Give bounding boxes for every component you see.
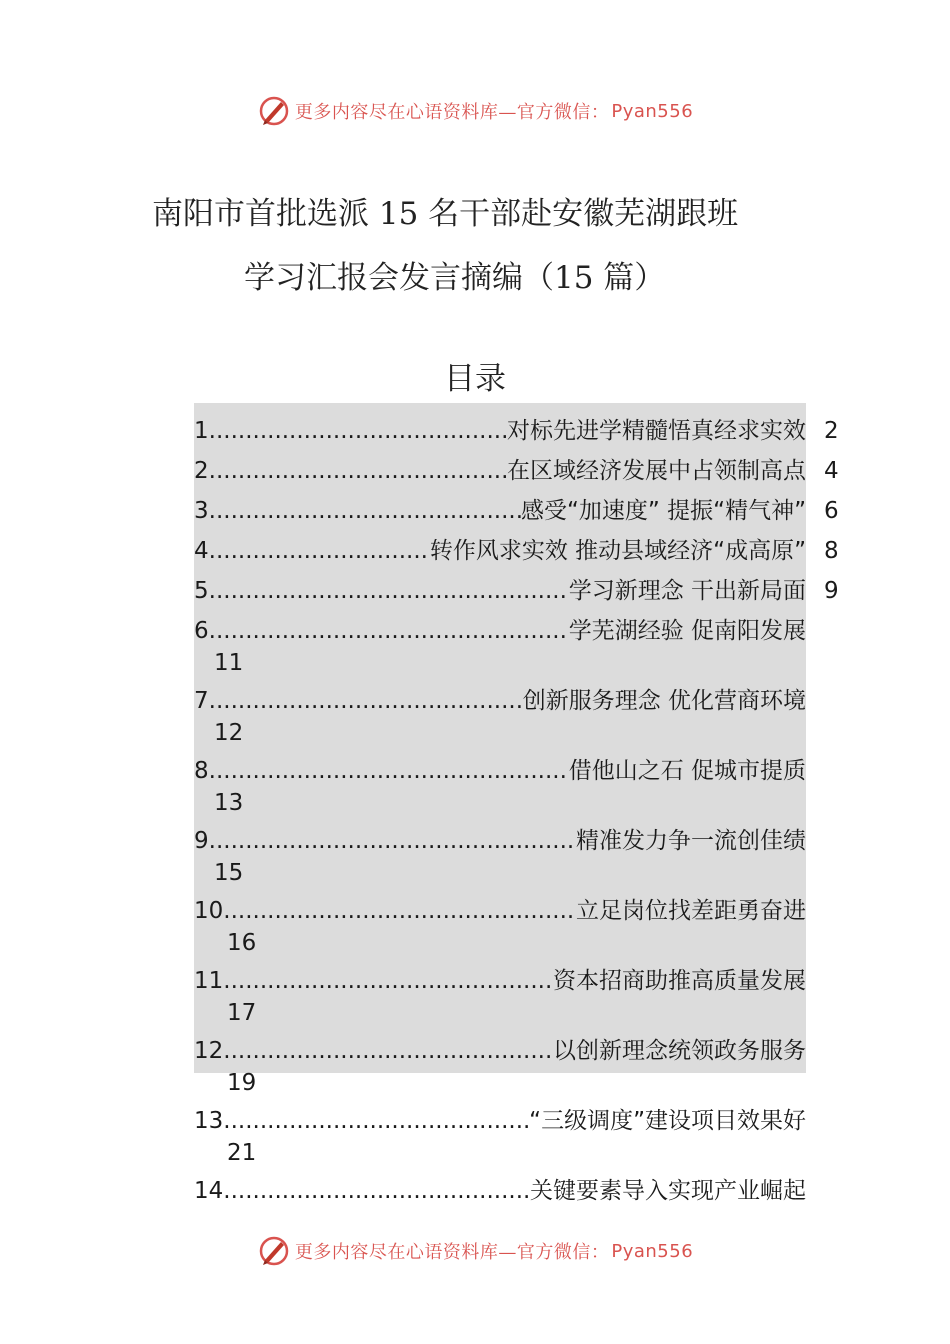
toc-number: 10 <box>194 898 224 924</box>
toc-number: 9 <box>194 828 209 854</box>
toc-leader <box>209 822 576 860</box>
toc-entry[interactable] <box>194 822 806 892</box>
toc-leader <box>209 412 507 450</box>
toc-page: 6 <box>824 498 839 524</box>
toc-number: 14 <box>194 1178 224 1204</box>
table-of-contents <box>194 412 839 1212</box>
toc-entry[interactable] <box>194 1172 806 1212</box>
toc-entry[interactable] <box>194 752 806 822</box>
watermark-top <box>0 94 950 128</box>
toc-entry[interactable] <box>194 612 806 682</box>
toc-title: “三级调度”建设项目效果好 <box>529 1108 806 1134</box>
watermark-handle: Pyan556 <box>611 1240 694 1262</box>
toc-title: 立足岗位找差距勇奋进 <box>576 898 806 924</box>
toc-title: 以创新理念统领政务服务 <box>553 1038 806 1064</box>
doc-title-line-1: 南阳市首批选派 15 名干部赴安徽芜湖跟班 <box>152 196 739 232</box>
watermark-bottom <box>0 1234 950 1268</box>
toc-page: 21 <box>227 1140 257 1166</box>
toc-title: 学习新理念 干出新局面 <box>568 578 806 604</box>
toc-leader <box>223 892 576 930</box>
toc-number: 7 <box>194 688 209 714</box>
toc-number: 4 <box>194 538 209 564</box>
toc-title: 资本招商助推高质量发展 <box>553 968 806 994</box>
toc-number: 11 <box>194 968 224 994</box>
toc-title: 借他山之石 促城市提质 <box>568 758 806 784</box>
toc-entry[interactable] <box>194 1102 806 1172</box>
toc-title: 感受“加速度” 提振“精气神” <box>521 498 806 524</box>
toc-number: 1 <box>194 418 209 444</box>
toc-number: 3 <box>194 498 209 524</box>
toc-entry[interactable] <box>194 1032 806 1102</box>
toc-entry[interactable] <box>194 572 839 612</box>
toc-page: 13 <box>214 790 244 816</box>
watermark-handle: Pyan556 <box>611 100 694 122</box>
toc-leader <box>209 532 430 570</box>
toc-number: 5 <box>194 578 209 604</box>
toc-leader <box>223 1102 529 1140</box>
toc-entry[interactable] <box>194 682 806 752</box>
toc-page: 15 <box>214 860 244 886</box>
toc-page: 19 <box>227 1070 257 1096</box>
watermark-text: 更多内容尽在心语资料库—官方微信： <box>294 102 610 123</box>
toc-leader <box>223 962 553 1000</box>
toc-number: 2 <box>194 458 209 484</box>
toc-title: 创新服务理念 优化营商环境 <box>522 688 806 714</box>
doc-title-line-2: 学习汇报会发言摘编（15 篇） <box>244 260 666 296</box>
toc-page: 2 <box>824 418 839 444</box>
toc-number: 13 <box>194 1108 224 1134</box>
toc-leader <box>223 1172 530 1210</box>
watermark-text: 更多内容尽在心语资料库—官方微信： <box>294 1242 610 1263</box>
toc-page: 16 <box>227 930 257 956</box>
toc-leader <box>209 452 507 490</box>
toc-page: 17 <box>227 1000 257 1026</box>
toc-entry[interactable] <box>194 532 839 572</box>
pen-logo-icon <box>257 94 291 128</box>
toc-heading: 目录 <box>444 361 506 397</box>
toc-leader <box>209 682 523 720</box>
toc-number: 12 <box>194 1038 224 1064</box>
toc-title: 转作风求实效 推动县域经济“成高原” <box>429 538 806 564</box>
toc-title: 对标先进学精髓悟真经求实效 <box>507 418 806 444</box>
toc-page: 8 <box>824 538 839 564</box>
toc-page: 9 <box>824 578 839 604</box>
toc-leader <box>209 492 521 530</box>
toc-title: 关键要素导入实现产业崛起 <box>530 1178 806 1204</box>
pen-logo-icon <box>257 1234 291 1268</box>
toc-entry[interactable] <box>194 492 839 532</box>
toc-title: 学芜湖经验 促南阳发展 <box>568 618 806 644</box>
toc-title: 在区域经济发展中占领制高点 <box>507 458 806 484</box>
toc-number: 6 <box>194 618 209 644</box>
toc-entry[interactable] <box>194 412 839 452</box>
toc-title: 精准发力争一流创佳绩 <box>576 828 806 854</box>
toc-page: 4 <box>824 458 839 484</box>
toc-page: 12 <box>214 720 244 746</box>
toc-leader <box>209 612 569 650</box>
toc-page: 11 <box>214 650 244 676</box>
toc-number: 8 <box>194 758 209 784</box>
toc-leader <box>223 1032 553 1070</box>
toc-leader <box>209 752 569 790</box>
toc-entry[interactable] <box>194 452 839 492</box>
toc-entry[interactable] <box>194 962 806 1032</box>
toc-entry[interactable] <box>194 892 806 962</box>
toc-leader <box>209 572 569 610</box>
